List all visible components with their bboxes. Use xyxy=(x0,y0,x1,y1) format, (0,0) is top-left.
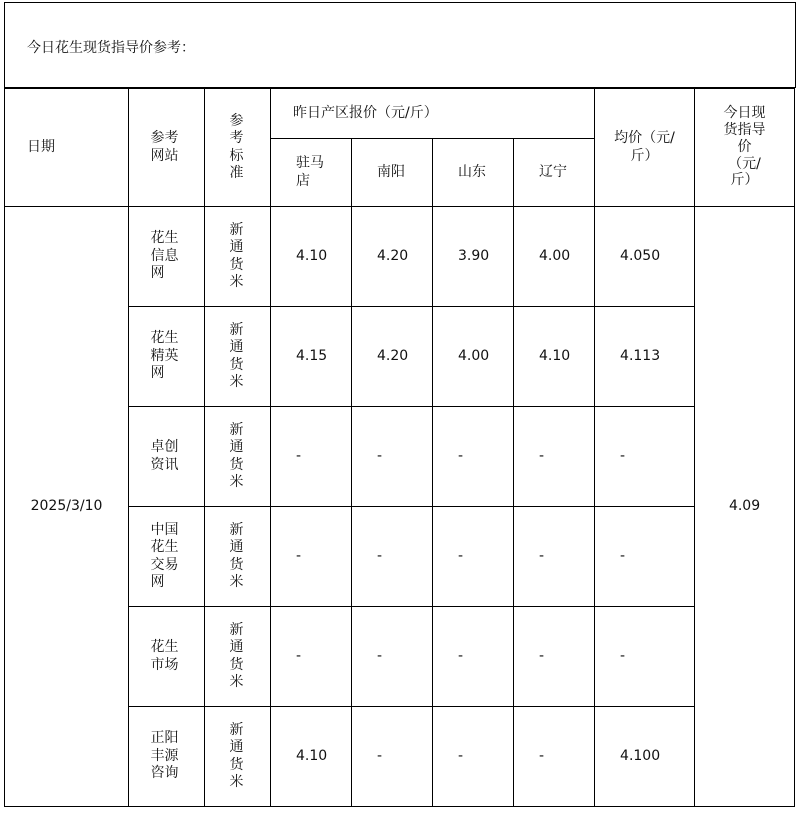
site-cell: 花生信息网 xyxy=(129,207,205,307)
value-zmd: - xyxy=(271,407,352,507)
value-sd: - xyxy=(433,507,514,607)
value-zmd: 4.10 xyxy=(271,707,352,807)
value-sd: - xyxy=(433,607,514,707)
value-ny: - xyxy=(352,607,433,707)
value-zmd: 4.15 xyxy=(271,307,352,407)
header-region-ny: 南阳 xyxy=(352,139,433,207)
price-table xyxy=(4,88,795,807)
header-region-zmd: 驻马店 xyxy=(271,139,352,207)
value-avg: 4.113 xyxy=(595,307,695,407)
value-sd: - xyxy=(433,407,514,507)
standard-cell: 新通货米 xyxy=(205,207,271,307)
value-sd: 3.90 xyxy=(433,207,514,307)
value-ln: - xyxy=(514,407,595,507)
header-today: 今日现货指导价 （元/斤） xyxy=(695,89,795,207)
value-zmd: - xyxy=(271,507,352,607)
header-date: 日期 xyxy=(5,89,129,207)
value-ln: 4.00 xyxy=(514,207,595,307)
date-cell: 2025/3/10 xyxy=(5,207,129,807)
site-cell: 花生市场 xyxy=(129,607,205,707)
header-region-ln: 辽宁 xyxy=(514,139,595,207)
site-cell: 花生精英网 xyxy=(129,307,205,407)
site-cell: 中国花生交易网 xyxy=(129,507,205,607)
value-ln: 4.10 xyxy=(514,307,595,407)
header-avg: 均价（元/斤） xyxy=(595,89,695,207)
header-standard: 参考标准 xyxy=(205,89,271,207)
value-avg: - xyxy=(595,507,695,607)
standard-cell: 新通货米 xyxy=(205,707,271,807)
today-price-cell: 4.09 xyxy=(695,207,795,807)
header-region-sd: 山东 xyxy=(433,139,514,207)
value-sd: - xyxy=(433,707,514,807)
standard-cell: 新通货米 xyxy=(205,407,271,507)
standard-cell: 新通货米 xyxy=(205,507,271,607)
value-avg: - xyxy=(595,407,695,507)
value-ln: - xyxy=(514,707,595,807)
value-ny: - xyxy=(352,707,433,807)
value-ny: 4.20 xyxy=(352,307,433,407)
site-cell: 正阳丰源咨询 xyxy=(129,707,205,807)
intro-text: 今日花生现货指导价参考： xyxy=(4,2,796,88)
value-zmd: - xyxy=(271,607,352,707)
value-ny: 4.20 xyxy=(352,207,433,307)
value-avg: 4.050 xyxy=(595,207,695,307)
header-site: 参考网站 xyxy=(129,89,205,207)
header-row-1 xyxy=(5,89,795,139)
header-yesterday-group: 昨日产区报价（元/斤） xyxy=(271,89,595,139)
value-ln: - xyxy=(514,507,595,607)
standard-cell: 新通货米 xyxy=(205,307,271,407)
value-ln: - xyxy=(514,607,595,707)
table-row xyxy=(5,207,795,307)
value-sd: 4.00 xyxy=(433,307,514,407)
site-cell: 卓创资讯 xyxy=(129,407,205,507)
value-ny: - xyxy=(352,507,433,607)
value-zmd: 4.10 xyxy=(271,207,352,307)
value-ny: - xyxy=(352,407,433,507)
value-avg: - xyxy=(595,607,695,707)
standard-cell: 新通货米 xyxy=(205,607,271,707)
value-avg: 4.100 xyxy=(595,707,695,807)
